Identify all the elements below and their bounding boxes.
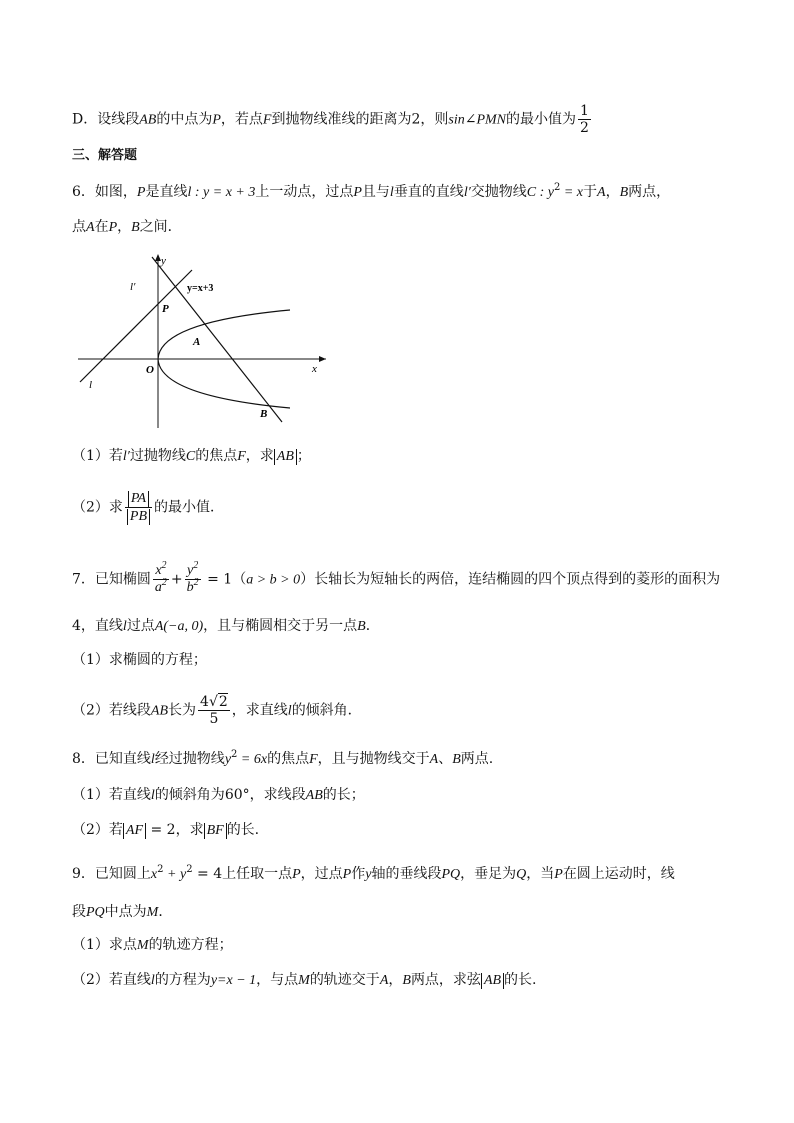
text: 段 [72,904,86,920]
text: 的倾斜角为 [154,787,225,803]
text: 两点， [628,184,671,200]
math: l′ [122,449,130,464]
label-equation: y=x+3 [187,283,214,294]
math: sin∠PMN [448,112,507,128]
math: a [154,580,162,595]
math-abs: AB [274,449,297,465]
math: 2 [161,560,167,571]
text: ； [296,448,311,464]
text: 的焦点 [195,448,238,464]
math: C : y [526,185,554,200]
math: 4 [200,694,209,710]
math: = 2 [146,822,176,838]
math: l [150,752,155,767]
text: 交抛物线 [470,184,527,200]
section-title: 三、解答题 [72,148,138,163]
text: 的轨迹方程； [148,937,233,953]
q8-sub2 [72,820,259,840]
text: 7．已知椭圆 [72,571,151,588]
q6-line2 [72,217,182,238]
math: 2 [161,577,167,588]
fraction [185,560,201,596]
text: ， [605,184,620,200]
math-abs: PA [128,491,149,507]
math: y [187,563,194,578]
math: B [131,220,140,235]
text: ． [365,618,380,634]
label-b: B [260,408,268,420]
math: l [150,973,155,988]
text: 轴的垂线段 [371,866,442,882]
math-abs: BF [204,823,227,839]
math: PQ [86,905,105,920]
math: y [224,752,232,767]
text: 4，直线 [72,618,123,634]
math: 2 [411,111,421,128]
math: l [287,703,292,719]
text: ，与点 [256,972,299,988]
text: 的焦点 [267,751,310,767]
text: （2）若直线 [72,972,151,988]
text: ，求直线 [231,702,288,719]
text: （2）若 [72,822,123,838]
text: D．设线段 [72,111,140,128]
text: （1）若直线 [72,787,151,803]
q8-sub1 [72,785,365,806]
text: 到抛物线准线的距离为 [271,111,412,128]
text: ，过点 [300,866,343,882]
fraction-denominator [153,579,169,596]
text: 过抛物线 [129,448,186,464]
text: ， [388,972,403,988]
q7-sub2 [72,694,362,727]
x-axis-arrow [319,356,326,362]
math: l [150,788,155,803]
text: 作 [351,866,366,882]
text: （1）求点 [72,937,137,953]
text: 8．已知直线 [72,751,151,767]
text: 经过抛物线 [154,751,225,767]
math: B [619,185,629,200]
math: = x [560,185,584,200]
math: 2 [193,577,199,588]
label-l: l [89,379,93,391]
math-abs: AB [481,973,504,989]
math: l [389,185,394,200]
text: ）长轴长为短轴长的两倍，连结椭圆的四个顶点得到的菱形的面积为 [300,571,721,588]
fraction [198,694,230,727]
text: 之间． [139,219,182,235]
parabola-figure [72,252,332,432]
text: 的长. [504,972,537,988]
math: A [86,220,95,235]
fraction-denominator: 5 [198,710,230,727]
math: 2 [231,749,238,760]
text: 垂直的直线 [393,184,464,200]
text: ，求 [245,448,274,464]
text: 9．已知圆上 [72,866,151,882]
text: 上一动点，过点 [255,184,354,200]
label-a: A [193,336,201,348]
math: P [353,185,362,200]
math: l [122,619,127,634]
label-y: y [161,255,166,267]
math: 2 [218,694,228,710]
math: A [379,973,389,988]
math: l : y = x + 3 [187,185,256,200]
math: P [108,220,118,235]
text: ， [117,219,132,235]
math: l′ [463,185,471,200]
text: ，垂足为 [460,866,517,882]
text: ，且与椭圆相交于另一点 [203,618,358,634]
fraction-numerator [125,490,152,507]
text: 的长. [226,822,260,838]
fraction [153,560,169,596]
math: P [292,867,301,882]
text: 过点 [126,618,155,634]
math: B [357,619,366,634]
math: M [136,938,149,953]
math: x [155,563,162,578]
math: C [185,449,196,464]
fraction-denominator [125,507,152,525]
q9-sub1 [72,935,233,956]
text: 两点. [460,751,494,767]
text: 于 [583,184,598,200]
text: ，则 [420,111,449,128]
text: = 1（ [202,571,247,588]
text: （1）若 [72,448,123,464]
math: y=x − 1 [210,973,257,988]
text: 中点为 [104,904,147,920]
text: 的轨迹交于 [309,972,380,988]
math: P [212,112,221,128]
text: 点 [72,219,86,235]
text: 的中点为 [156,111,213,128]
text: 、 [438,751,453,767]
math: 2 [553,182,561,193]
math: M [146,905,159,920]
math: AB [150,703,169,719]
label-p: P [162,303,169,315]
text: （2）若线段 [72,702,151,719]
text: 在圆上运动时，线 [562,866,675,882]
math: P [136,185,146,200]
q8-line1 [72,749,493,770]
q9-line1 [72,864,675,885]
math: x [150,867,158,882]
math: = 4 [192,866,223,882]
math: y [365,867,372,882]
option-d-line [72,103,593,136]
label-l-prime: l′ [130,281,136,293]
label-o: O [146,364,154,376]
label-x: x [312,363,317,375]
math: PQ [441,867,461,882]
math: 2 [186,864,193,875]
math: 60° [224,787,250,803]
math: = 6x [237,752,268,767]
math-abs: PB [127,509,150,525]
math: M [298,973,310,988]
math: P [554,867,563,882]
text: 长为 [168,702,197,719]
text: 的长； [322,787,365,803]
text: ，且与抛物线交于 [317,751,430,767]
q9-sub2 [72,970,537,991]
math: A(−a, 0) [154,619,204,634]
math: 2 [157,864,164,875]
text: ，若点 [220,111,263,128]
math: F [237,449,246,464]
math-abs: AF [123,823,146,839]
text: ． [158,904,173,920]
math: + y [163,867,187,882]
fraction-denominator: 2 [580,120,589,136]
math: B [402,973,411,988]
text: 上任取一点 [222,866,293,882]
fraction [578,103,591,136]
text: 在 [94,219,109,235]
math: b [186,580,194,595]
fraction [125,490,152,525]
text: ，求 [175,822,204,838]
fraction-numerator: 1 [580,103,589,119]
text: 两点，求弦 [410,972,481,988]
text: 的最小值． [154,499,225,516]
q7-sub1: （1）求椭圆的方程； [72,652,207,668]
text: 且与 [361,184,390,200]
fraction-numerator: 4√2 [200,694,228,710]
math: a > b > 0 [246,572,301,588]
math: AB [139,112,157,128]
math: 2 [193,560,199,571]
fraction-denominator [185,579,201,596]
text: ，求线段 [249,787,306,803]
math: AB [305,788,323,803]
text: 的方程为 [154,972,211,988]
math: B [452,752,461,767]
math: A [429,752,439,767]
text: ，当 [526,866,555,882]
math: P [342,867,352,882]
q9-line2 [72,902,172,923]
math: A [597,185,606,200]
text: 6．如图， [72,184,137,200]
text: 的倾斜角． [291,702,362,719]
q7-line1: 7．已知椭圆 $\frac{x^2}{a^2}$ + $\frac{y^2}{b^2}$ = 1（a > b > 0）长轴长为短轴长的两倍，连结椭圆的四个顶点得到的菱形的面积为 [72,560,721,595]
text: （2）求 [72,499,123,516]
math: F [309,752,318,767]
q6-sub2 [72,490,224,525]
text: 的最小值为 [506,111,577,128]
text: 是直线 [145,184,188,200]
math: F [262,112,272,128]
q6-sub1 [72,446,311,467]
q6-line1 [72,182,670,203]
math: Q [516,867,527,882]
q7-line2 [72,616,380,637]
